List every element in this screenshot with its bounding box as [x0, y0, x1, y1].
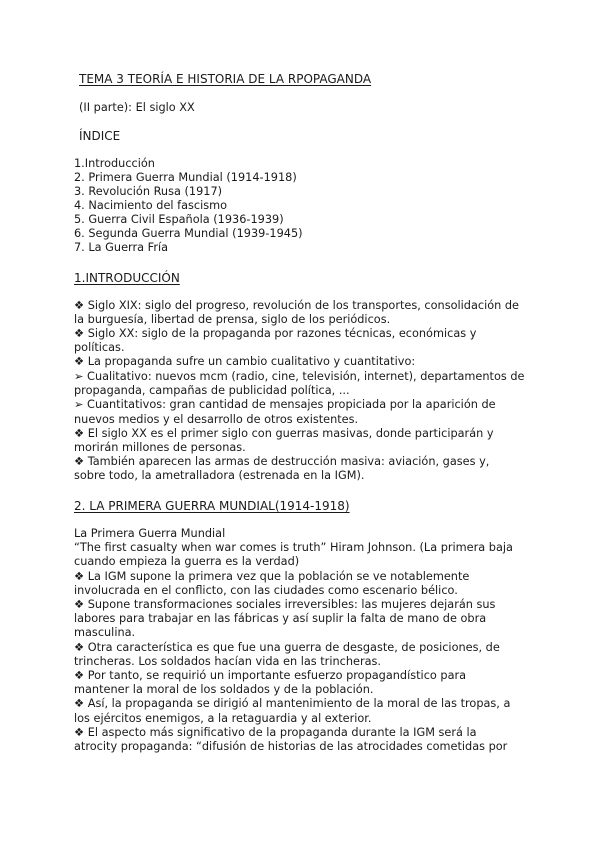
body-line: ➢ Cuantitativos: gran cantidad de mensajes propiciada por la aparición de: [74, 398, 496, 411]
body-line: ❖ También aparecen las armas de destrucción masiva: aviación, gases y,: [74, 455, 490, 468]
body-line: atrocity propaganda: “difusión de historias de las atrocidades cometidas por: [74, 740, 508, 753]
body-line: ❖ La propaganda sufre un cambio cualitativo y cuantitativo:: [74, 355, 416, 368]
index-heading: ÍNDICE: [79, 129, 121, 143]
index-item: 3. Revolución Rusa (1917): [74, 185, 223, 198]
body-line: ❖ Siglo XX: siglo de la propaganda por razones técnicas, económicas y: [74, 327, 477, 340]
index-item: 1.Introducción: [74, 157, 155, 170]
body-line: cuando empieza la guerra es la verdad): [74, 555, 300, 568]
body-line: “The first casualty when war comes is truth” Hiram Johnson. (La primera baja: [74, 541, 513, 554]
index-item: 5. Guerra Civil Española (1936-1939): [74, 213, 284, 226]
body-line: ❖ Así, la propaganda se dirigió al mantenimiento de la moral de las tropas, a: [74, 697, 511, 710]
body-line: propaganda, campañas de publicidad política, ...: [74, 384, 350, 397]
body-line: ❖ El aspecto más significativo de la propaganda durante la IGM será la: [74, 726, 477, 739]
body-line: labores para trabajar en las fábricas y así suplir la falta de mano de obra: [74, 612, 487, 625]
body-line: sobre todo, la ametralladora (estrenada en la IGM).: [74, 469, 365, 482]
body-line: morirán millones de personas.: [74, 441, 246, 454]
body-line: ❖ Siglo XIX: siglo del progreso, revolución de los transportes, consolidación de: [74, 299, 520, 312]
body-line: ❖ Otra característica es que fue una guerra de desgaste, de posiciones, de: [74, 641, 500, 654]
body-line: trincheras. Los soldados hacían vida en las trincheras.: [74, 655, 381, 668]
body-line: los ejércitos enemigos, a la retaguardia y al exterior.: [74, 712, 372, 725]
index-item: 6. Segunda Guerra Mundial (1939-1945): [74, 227, 303, 240]
body-line: mantener la moral de los soldados y de la población.: [74, 683, 374, 696]
index-item: 4. Nacimiento del fascismo: [74, 199, 228, 212]
body-line: ➢ Cualitativo: nuevos mcm (radio, cine, televisión, internet), departamentos de: [74, 370, 525, 383]
index-item: 7. La Guerra Fría: [74, 241, 169, 254]
body-line: nuevos medios y el desarrollo de otros existentes.: [74, 413, 359, 426]
body-line: La Primera Guerra Mundial: [74, 527, 226, 540]
body-line: ❖ El siglo XX es el primer siglo con guerras masivas, donde participarán y: [74, 427, 494, 440]
body-line: la burguesía, libertad de prensa, siglo de los periódicos.: [74, 313, 391, 326]
section-heading-primera-guerra: 2. LA PRIMERA GUERRA MUNDIAL(1914-1918): [74, 499, 350, 513]
index-item: 2. Primera Guerra Mundial (1914-1918): [74, 171, 297, 184]
document-subtitle: (II parte): El siglo XX: [79, 101, 195, 114]
document-title: TEMA 3 TEORÍA E HISTORIA DE LA RPOPAGANDA: [79, 72, 372, 86]
body-line: ❖ Por tanto, se requirió un importante esfuerzo propagandístico para: [74, 669, 467, 682]
body-line: ❖ Supone transformaciones sociales irreversibles: las mujeres dejarán sus: [74, 598, 496, 611]
body-line: involucrada en el conflicto, con las ciudades como escenario bélico.: [74, 584, 458, 597]
body-line: políticas.: [74, 341, 125, 354]
section-heading-introduccion: 1.INTRODUCCIÓN: [74, 271, 180, 285]
body-line: ❖ La IGM supone la primera vez que la población se ve notablemente: [74, 570, 470, 583]
body-line: masculina.: [74, 626, 136, 639]
